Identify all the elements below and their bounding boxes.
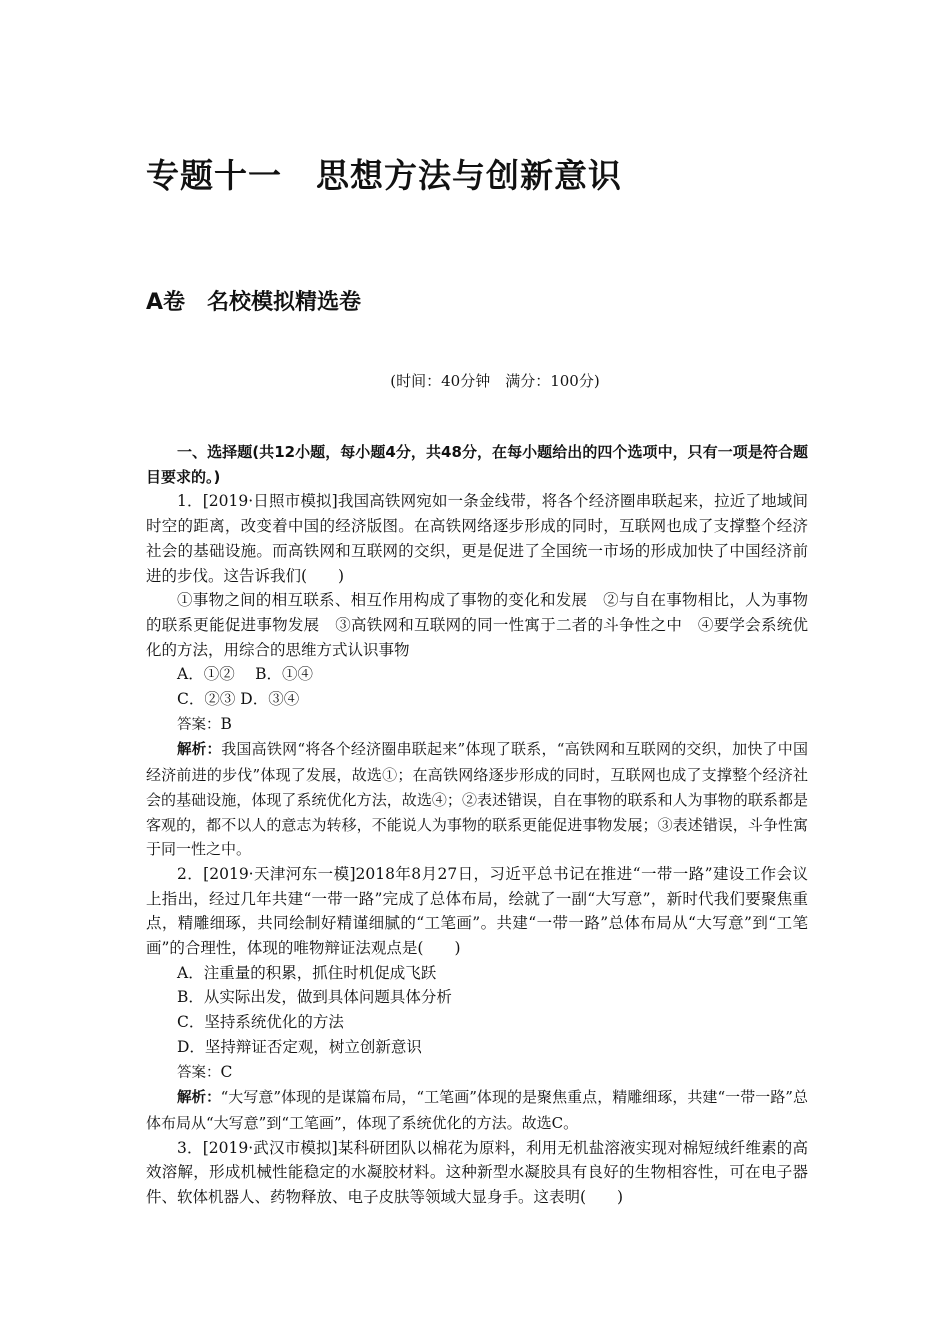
explanation-text: “大写意”体现的是谋篇布局，“工笔画”体现的是聚焦重点，精雕细琢，共建“一带一路”总体布局从“大写意”到“工笔画”，体现了系统优化的方法。故选C。 — [146, 1088, 809, 1132]
question-2-option-d: D．坚持辩证否定观，树立创新意识 — [177, 1037, 422, 1056]
question-2-option-a: A．注重量的积累，抓住时机促成飞跃 — [177, 963, 437, 982]
answer-value: B — [220, 714, 232, 733]
explanation-label: 解析： — [177, 1090, 221, 1107]
explanation-text: 我国高铁网“将各个经济圈串联起来”体现了联系，“高铁网和互联网的交织，加快了中国经济前进的步伐”体现了发展，故选①；在高铁网络逐步形成的同时，互联网也成了支撑整个经济社会的基础设施，体现了系统优化方法，故选④；②表述错误，自在事物的联系和人为事物的联系都是客观的，都不以人的意志为转移，不能说人为事物的联系更能促进事物发展；③表述错误，斗争性寓于同一性之中。 — [146, 740, 809, 859]
answer-label: 答案： — [177, 1064, 221, 1081]
question-2-explanation — [146, 1085, 808, 1135]
question-3-stem: 3．[2019·武汉市模拟]某科研团队以棉花为原料，利用无机盐溶液实现对棉短绒纤维素的高效溶解，形成机械性能稳定的水凝胶材料。这种新型水凝胶具有良好的生物相容性，可在电子器件、软体机器人、药物释放、电子皮肤等领域大显身手。这表明( ) — [146, 1138, 808, 1207]
question-2-answer — [146, 1060, 808, 1086]
question-1-options-row1: A．①② B．①④ — [177, 665, 314, 684]
question-1-answer — [146, 712, 808, 738]
exam-meta: (时间：40分钟 满分：100分) — [390, 372, 600, 390]
answer-label: 答案： — [177, 716, 221, 733]
question-1-stem: 1．[2019·日照市模拟]我国高铁网宛如一条金线带，将各个经济圈串联起来，拉近了地域间时空的距离，改变着中国的经济版图。在高铁网络逐步形成的同时，互联网也成了支撑整个经济社会的基础设施。而高铁网和互联网的交织，更是促进了全国统一市场的形成加快了中国经济前进的步伐。这告诉我们( ) — [146, 492, 808, 585]
question-2-option-c: C．坚持系统优化的方法 — [177, 1013, 344, 1032]
section-subtitle: A卷 名校模拟精选卷 — [146, 290, 362, 315]
section-heading: 一、选择题(共12小题，每小题4分，共48分，在每小题给出的四个选项中，只有一项是符合题目要求的。) — [146, 443, 808, 486]
question-content — [146, 440, 808, 1210]
question-1-options-row2: C．②③ D．③④ — [177, 690, 300, 709]
question-1-statements: ①事物之间的相互联系、相互作用构成了事物的变化和发展 ②与自在事物相比，人为事物的联系更能促进事物发展 ③高铁网和互联网的同一性寓于二者的斗争性之中 ④要学会系统优化的方法，用综合的思维方式认识事物 — [146, 591, 808, 659]
question-2-stem: 2．[2019·天津河东一模]2018年8月27日，习近平总书记在推进“一带一路”建设工作会议上指出，经过几年共建“一带一路”完成了总体布局，绘就了一副“大写意”，新时代我们要聚焦重点，精雕细琢，共同绘制好精谨细腻的“工笔画”。共建“一带一路”总体布局从“大写意”到“工笔画”的合理性，体现的唯物辩证法观点是( ) — [146, 864, 808, 958]
question-1-explanation — [146, 737, 808, 862]
page-title: 专题十一 思想方法与创新意识 — [146, 156, 622, 195]
question-2-option-b: B．从实际出发，做到具体问题具体分析 — [177, 988, 452, 1007]
explanation-label: 解析： — [177, 742, 222, 759]
answer-value: C — [220, 1062, 233, 1081]
